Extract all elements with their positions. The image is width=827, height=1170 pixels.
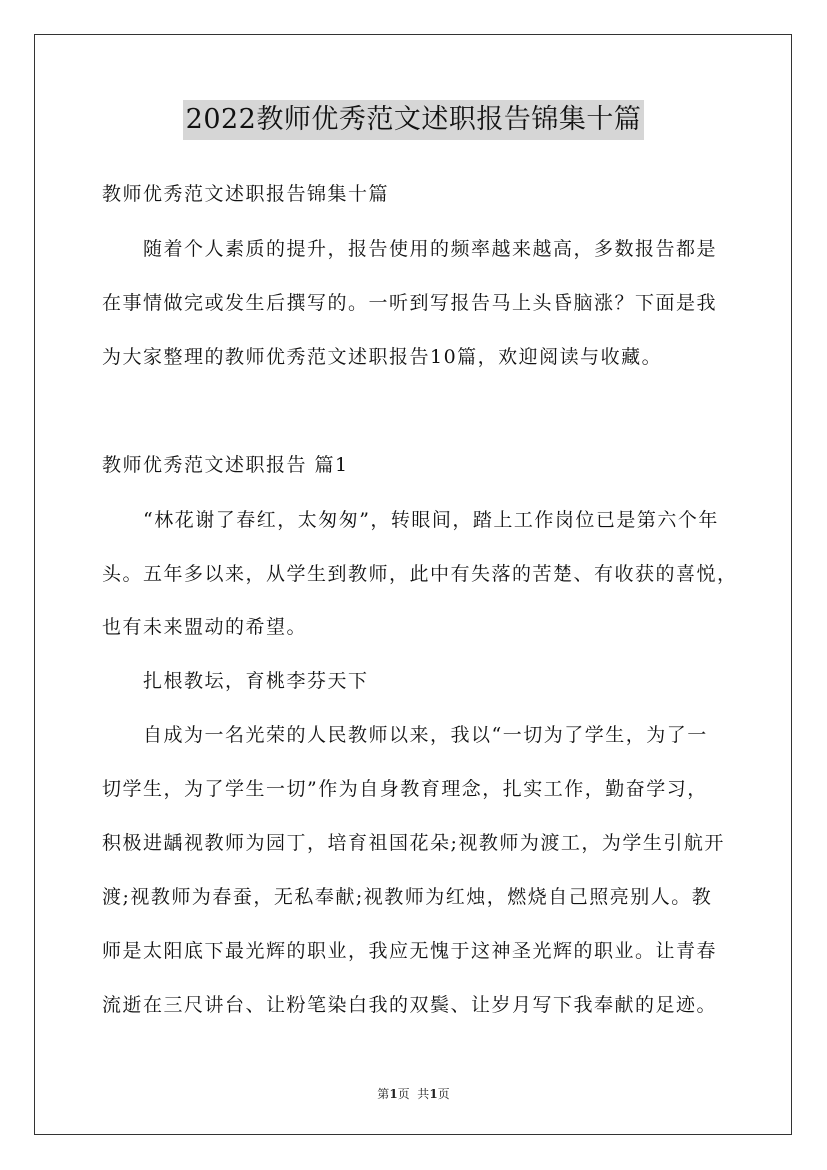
footer-page-total: 1 [429,1087,438,1101]
paragraph2-line-2: 切学生，为了学生一切”作为自身教育理念，扎实工作，勤奋学习， [102,778,708,800]
intro-line-2: 在事情做完或发生后撰写的。一听到写报告马上头昏脑涨？下面是我 [102,292,718,314]
paragraph2-line-4: 渡;视教师为春蚕，无私奉献;视教师为红烛，燃烧自己照亮别人。教 [102,886,713,908]
intro-line-3: 为大家整理的教师优秀范文述职报告10篇，欢迎阅读与收藏。 [102,346,663,368]
page-footer [0,1085,827,1102]
document-title: 2022教师优秀范文述职报告锦集十篇 [183,100,645,140]
paragraph1-line-1: “林花谢了春红，太匆匆”，转眼间，踏上工作岗位已是第六个年 [143,509,719,531]
paragraph1-line-3: 也有未来盟动的希望。 [102,616,308,638]
document-subtitle: 教师优秀范文述职报告锦集十篇 [102,183,390,205]
paragraph2-line-3: 积极进龋视教师为园丁，培育祖国花朵;视教师为渡工，为学生引航开 [102,832,725,854]
footer-suffix: 页 [437,1087,450,1101]
paragraph2-line-1: 自成为一名光荣的人民教师以来，我以“一切为了学生，为了一 [143,724,708,746]
section-heading: 教师优秀范文述职报告 篇1 [102,454,349,476]
footer-page-number: 1 [389,1087,398,1101]
paragraph2-line-6: 流逝在三尺讲台、让粉笔染白我的双鬓、让岁月写下我奉献的足迹。 [102,994,718,1016]
footer-mid: 页 共 [397,1087,430,1101]
section-subheading: 扎根教坛，育桃李芬天下 [143,670,369,692]
paragraph1-line-2: 头。五年多以来，从学生到教师，此中有失落的苦楚、有收获的喜悦， [102,563,738,585]
paragraph2-line-5: 师是太阳底下最光辉的职业，我应无愧于这神圣光辉的职业。让青春 [102,940,718,962]
intro-line-1: 随着个人素质的提升，报告使用的频率越来越高，多数报告都是 [143,238,718,260]
title-container [0,100,827,140]
footer-prefix: 第 [377,1087,390,1101]
